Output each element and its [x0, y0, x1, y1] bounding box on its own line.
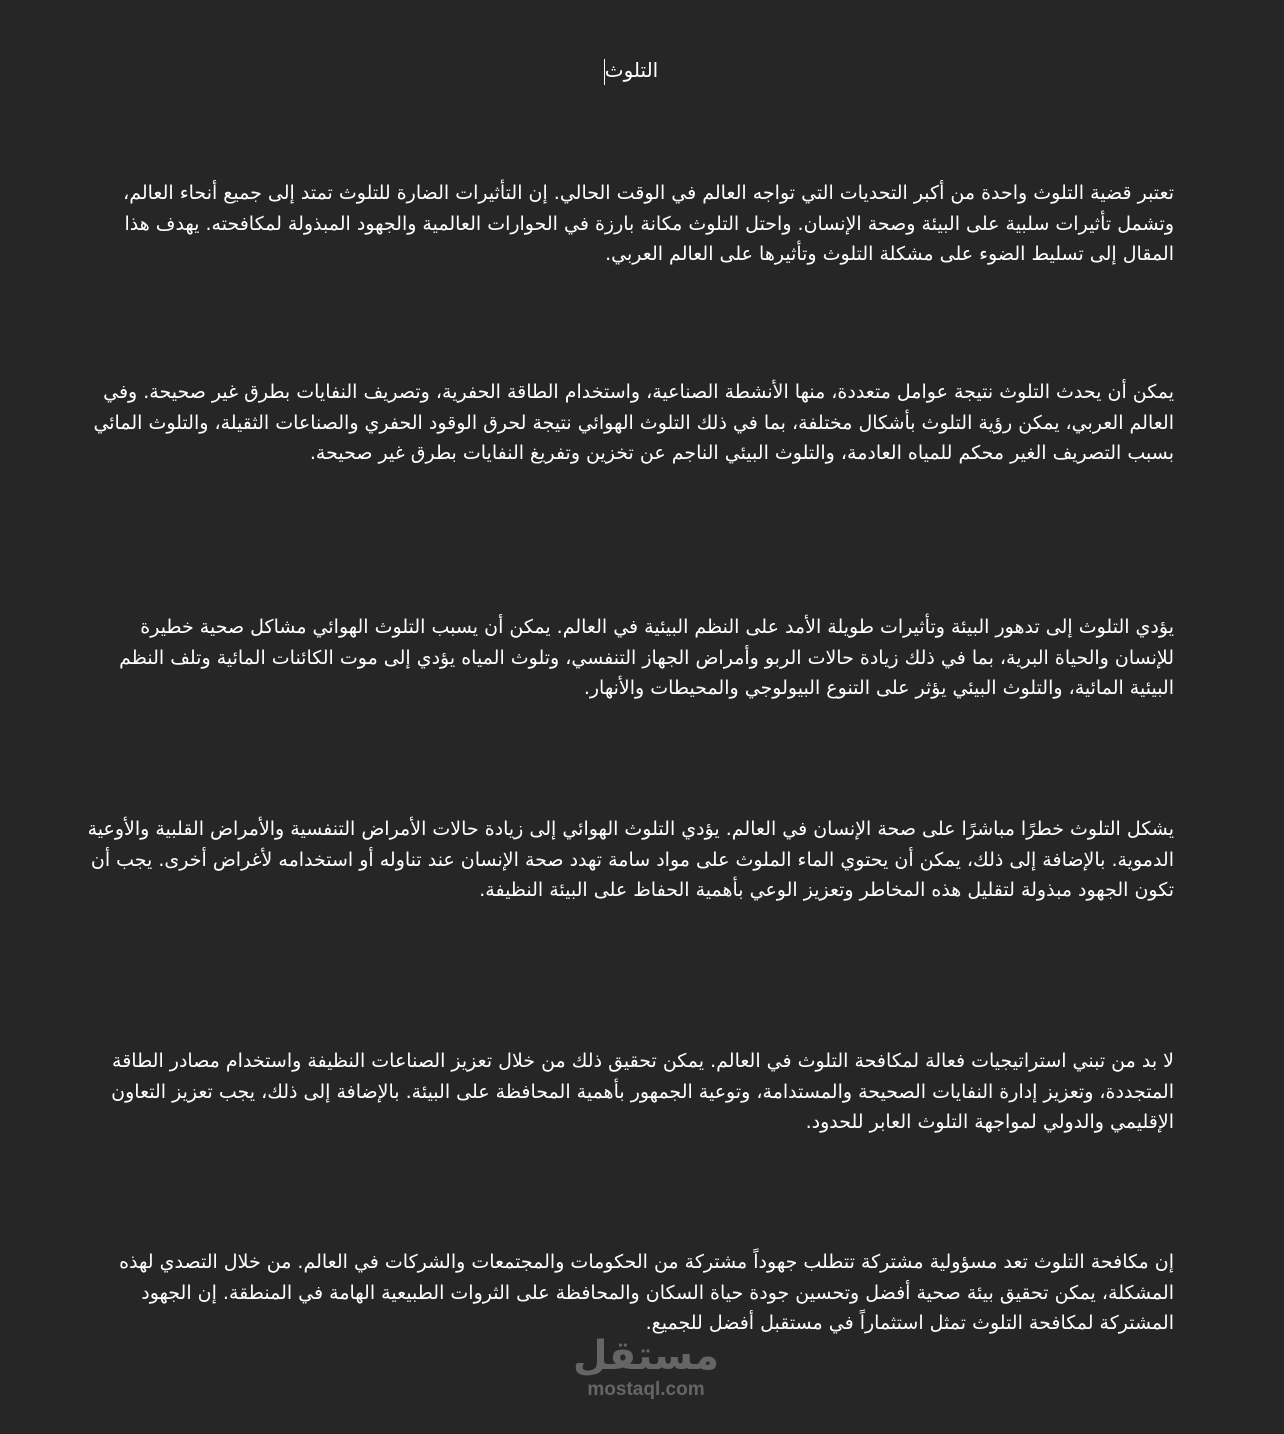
paragraph-causes: يمكن أن يحدث التلوث نتيجة عوامل متعددة، منها الأنشطة الصناعية، واستخدام الطاقة الحفرية، وتصريف النفايات بطرق غير صحيحة. وفي العالم العربي، يمكن رؤية التلوث بأشكال مختلفة، بما في ذلك التلوث الهوائي نتيجة لحرق الوقود الحفري والصناعات الثقيلة، والتلوث المائي بسبب التصريف الغير محكم للمياه العادمة، والتلوث البيئي الناجم عن تخزين وتفريغ النفايات بطرق غير صحيحة.: [93, 381, 1174, 464]
watermark-latin-text: mostaql.com: [587, 1379, 705, 1400]
document-title: [0, 55, 1260, 85]
paragraph-intro: تعتبر قضية التلوث واحدة من أكبر التحديات التي تواجه العالم في الوقت الحالي. إن التأثيرات الضارة للتلوث تمتد إلى جميع أنحاء العالم، وتشمل تأثيرات سلبية على البيئة وصحة الإنسان. واحتل التلوث مكانة بارزة في الحوارات العالمية والجهود المبذولة لمكافحته. يهدف هذا المقال إلى تسليط الضوء على مشكلة التلوث وتأثيرها على العالم العربي.: [123, 182, 1174, 265]
paragraph-health-effects: يشكل التلوث خطرًا مباشرًا على صحة الإنسان في العالم. يؤدي التلوث الهوائي إلى زيادة حالات الأمراض التنفسية والأمراض القلبية والأوعية الدموية. بالإضافة إلى ذلك، يمكن أن يحتوي الماء الملوث على مواد سامة تهدد صحة الإنسان عند تناوله أو استخدامه لأغراض أخرى. يجب أن تكون الجهود مبذولة لتقليل هذه المخاطر وتعزيز الوعي بأهمية الحفاظ على البيئة النظيفة.: [87, 818, 1174, 901]
title-text: التلوث: [604, 58, 659, 82]
paragraph-conclusion: إن مكافحة التلوث تعد مسؤولية مشتركة تتطلب جهوداً مشتركة من الحكومات والمجتمعات والشركات في العالم. من خلال التصدي لهذه المشكلة، يمكن تحقيق بيئة صحية أفضل وتحسين جودة حياة السكان والمحافظة على الثروات الطبيعية الهامة في المنطقة. إن الجهود المشتركة لمكافحة التلوث تمثل استثماراً في مستقبل أفضل للجميع.: [119, 1251, 1174, 1334]
paragraph-environment-effects: يؤدي التلوث إلى تدهور البيئة وتأثيرات طويلة الأمد على النظم البيئية في العالم. يمكن أن يسبب التلوث الهوائي مشاكل صحية خطيرة للإنسان والحياة البرية، بما في ذلك زيادة حالات الربو وأمراض الجهاز التنفسي، وتلوث المياه يؤدي إلى موت الكائنات المائية وتلف النظم البيئية المائية، والتلوث البيئي يؤثر على التنوع البيولوجي والمحيطات والأنهار.: [119, 616, 1174, 699]
paragraph-strategies: لا بد من تبني استراتيجيات فعالة لمكافحة التلوث في العالم. يمكن تحقيق ذلك من خلال تعزيز الصناعات النظيفة واستخدام مصادر الطاقة المتجددة، وتعزيز إدارة النفايات الصحيحة والمستدامة، وتوعية الجمهور بأهمية المحافظة على البيئة. بالإضافة إلى ذلك، يجب تعزيز التعاون الإقليمي والدولي لمواجهة التلوث العابر للحدود.: [111, 1050, 1174, 1133]
mostaql-watermark: [556, 1333, 736, 1413]
watermark-arabic-logo: مستقل: [572, 1333, 720, 1379]
